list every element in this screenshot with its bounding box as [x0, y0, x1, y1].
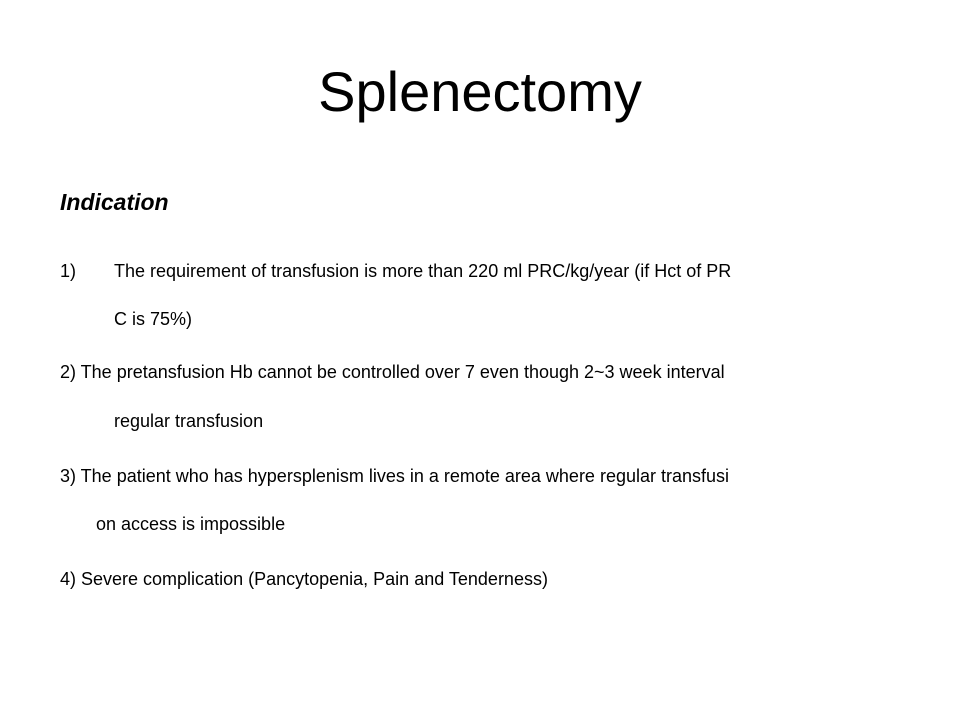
- list-item-3-line-2: on access is impossible: [96, 514, 286, 534]
- slide-title: Splenectomy: [318, 60, 642, 123]
- list-item-2-line-2: regular transfusion: [114, 411, 264, 431]
- list-item-2-line-1: 2) The pretansfusion Hb cannot be controlled over 7 even though 2~3 week interval: [60, 362, 725, 382]
- list-item-1-line-1: The requirement of transfusion is more than 220 ml PRC/kg/year (if Hct of PR: [114, 261, 732, 281]
- list-item-3-line-1: 3) The patient who has hypersplenism lives in a remote area where regular transfusi: [60, 466, 730, 486]
- list-item-4-line-1: 4) Severe complication (Pancytopenia, Pain and Tenderness): [60, 569, 548, 589]
- section-heading: Indication: [60, 189, 169, 215]
- list-item-1-line-2: C is 75%): [114, 309, 193, 329]
- list-item-1-number: 1): [60, 261, 77, 281]
